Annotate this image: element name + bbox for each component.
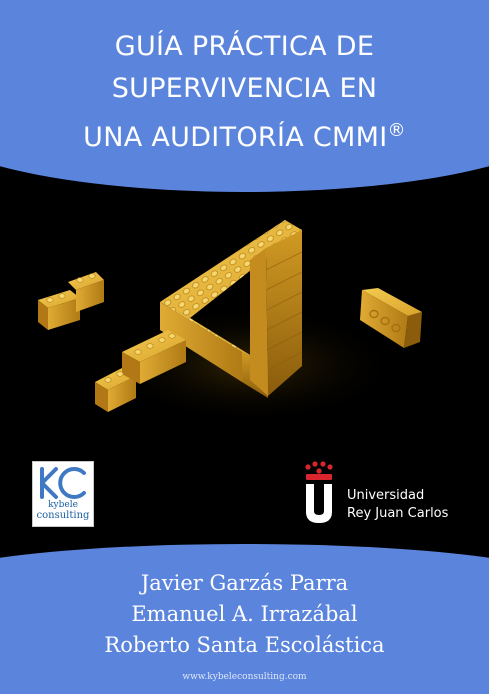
title-line-2: SUPERVIVENCIA EN (111, 73, 378, 104)
kybele-name-line2: consulting (36, 510, 90, 521)
kybele-name-line1: kybele (48, 500, 78, 510)
urjc-name-line2: Rey Juan Carlos (347, 506, 449, 521)
registered-mark: ® (387, 120, 406, 141)
urjc-crown-emblem (303, 460, 335, 526)
urjc-name-line1: Universidad (347, 488, 425, 503)
author-3: Roberto Santa Escolástica (104, 633, 385, 657)
title-line-1: GUÍA PRÁCTICA DE (114, 31, 375, 62)
author-2: Emanuel A. Irrazábal (131, 602, 358, 626)
urjc-name (347, 487, 448, 523)
website-url: www.kybeleconsulting.com (182, 672, 307, 682)
title-line-3-text: UNA AUDITORÍA CMMI (83, 122, 388, 153)
urjc-logo (303, 460, 478, 530)
author-1: Javier Garzás Parra (140, 571, 349, 595)
lego-bricks-illustration (0, 190, 489, 460)
title-line-3 (0, 110, 489, 159)
kybele-consulting-logo (32, 461, 94, 527)
author-list (0, 568, 489, 661)
book-title (0, 26, 489, 159)
kybele-kc-mark (34, 465, 92, 501)
